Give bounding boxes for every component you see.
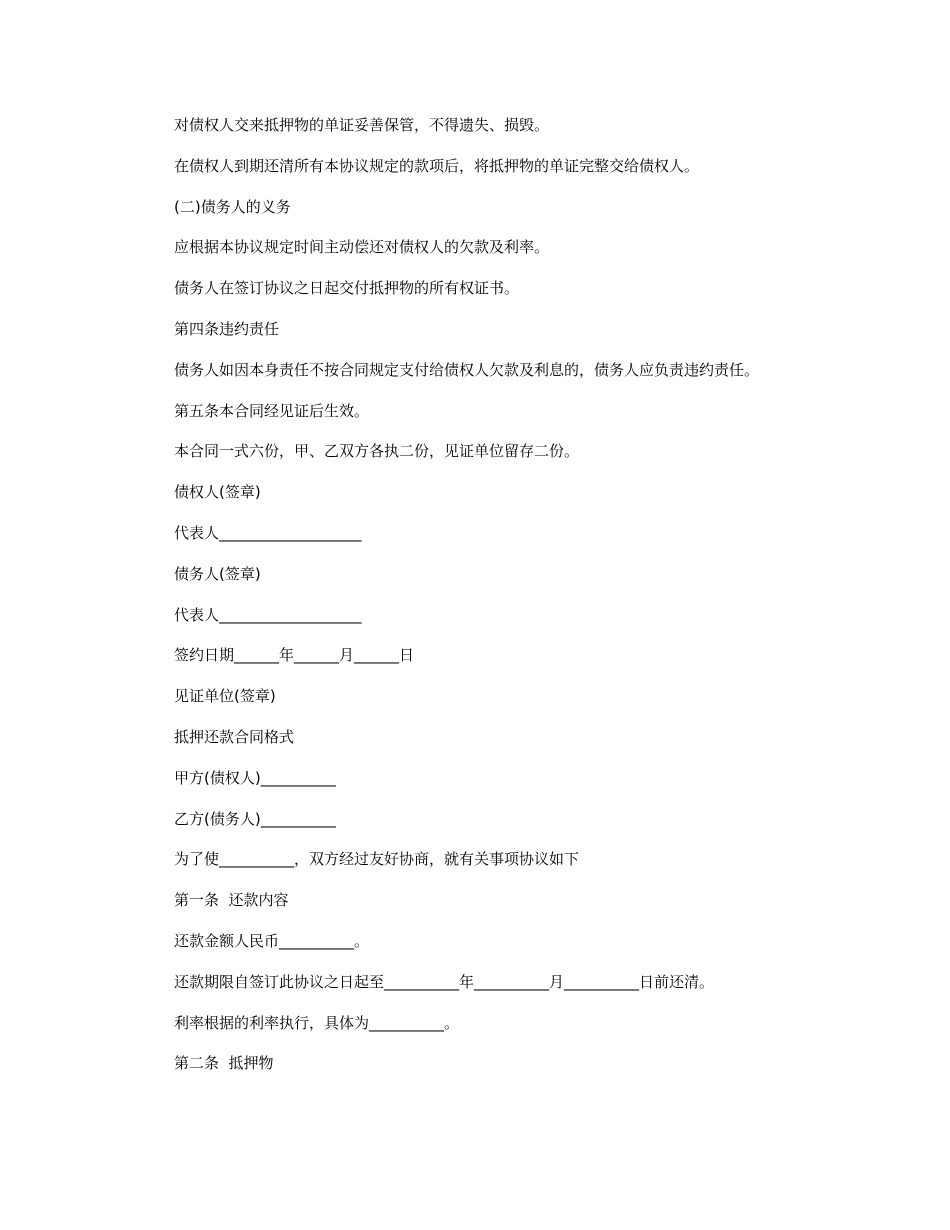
text-line: 在债权人到期还清所有本协议规定的款项后，将抵押物的单证完整交给债权人。	[174, 156, 700, 175]
amount-field: 还款金额人民币__________。	[174, 931, 370, 950]
section-heading: (二)债务人的义务	[174, 197, 291, 216]
representative-field: 代表人___________________	[174, 605, 362, 624]
text-line: 对债权人交来抵押物的单证妥善保管，不得遗失、损毁。	[174, 116, 550, 134]
repayment-term-field: 还款期限自签订此协议之日起至__________年__________月__________日前还清。	[174, 972, 715, 991]
section-heading: 第四条违约责任	[174, 319, 280, 338]
text-line: 本合同一式六份，甲、乙双方各执二份，见证单位留存二份。	[174, 442, 580, 461]
party-a-field: 甲方(债权人)__________	[174, 768, 336, 787]
section-heading: 第一条 还款内容	[174, 891, 289, 910]
signature-label: 债务人(签章)	[174, 564, 261, 583]
signature-label: 债权人(签章)	[174, 483, 261, 502]
signature-label: 见证单位(签章)	[174, 687, 276, 706]
text-line: 应根据本协议规定时间主动偿还对债权人的欠款及利率。	[174, 238, 550, 257]
document-body	[174, 113, 914, 1092]
signing-date-field: 签约日期______年______月______日	[174, 646, 415, 665]
section-heading: 第二条 抵押物	[174, 1054, 274, 1073]
party-b-field: 乙方(债务人)__________	[174, 809, 336, 828]
text-line: 债务人在签订协议之日起交付抵押物的所有权证书。	[174, 279, 520, 298]
section-heading: 第五条本合同经见证后生效。	[174, 401, 370, 420]
representative-field: 代表人___________________	[174, 523, 362, 542]
text-line: 债务人如因本身责任不按合同规定支付给债权人欠款及利息的，债务人应负责违约责任。	[174, 360, 760, 379]
interest-rate-field: 利率根据的利率执行，具体为__________。	[174, 1013, 460, 1032]
text-line: 为了使__________，双方经过友好协商，就有关事项协议如下	[174, 850, 580, 869]
section-heading: 抵押还款合同格式	[174, 727, 295, 746]
